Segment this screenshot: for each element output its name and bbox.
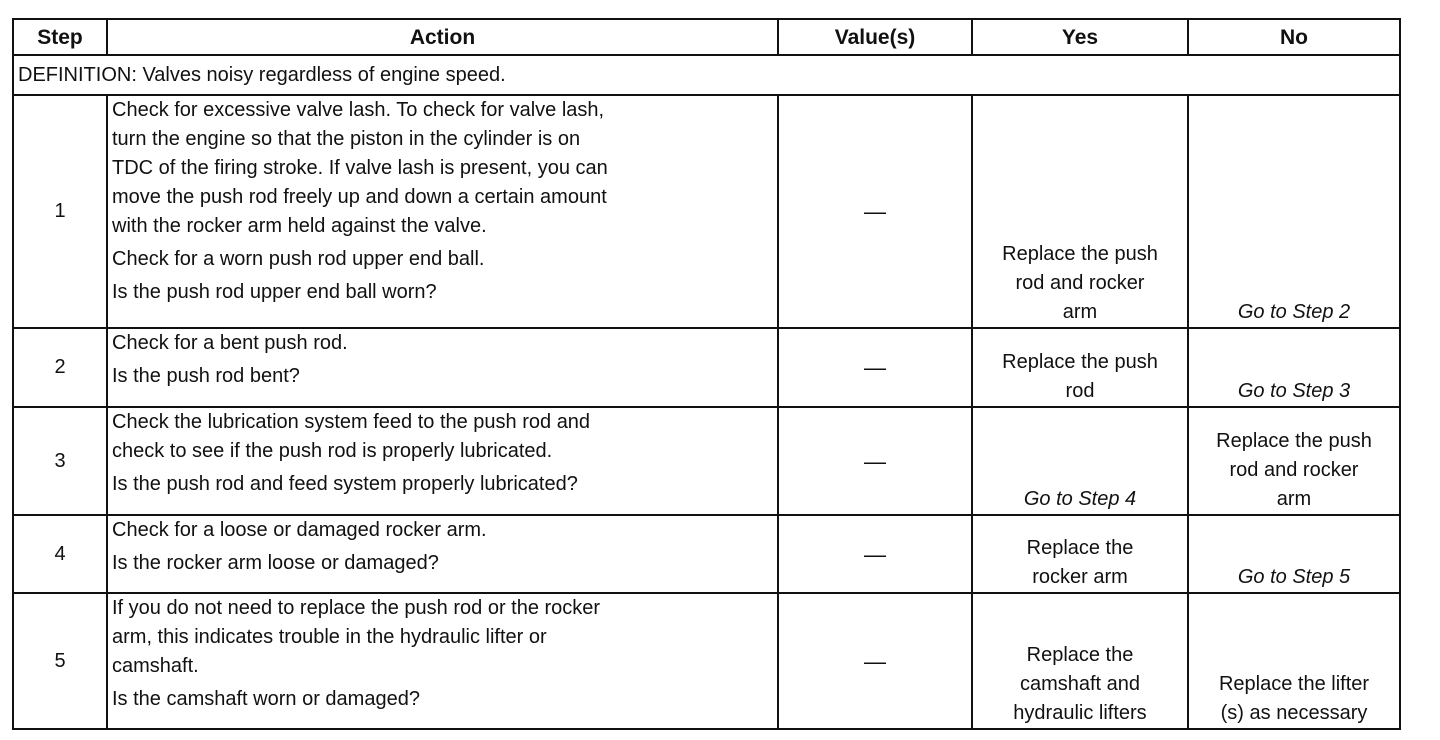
value-cell: — — [778, 593, 972, 729]
no-line: Go to Step 5 — [1237, 566, 1351, 588]
table-row — [13, 95, 1400, 328]
yes-line: Replace the — [1026, 644, 1134, 666]
action-line: turn the engine so that the piston in the cylinder is on — [112, 128, 581, 150]
yes-line: Go to Step 4 — [1023, 488, 1137, 510]
action-line: check to see if the push rod is properly lubricated. — [112, 440, 553, 462]
action-line: move the push rod freely up and down a certain amount — [112, 186, 607, 208]
no-cell — [1188, 95, 1400, 328]
step-number: 3 — [13, 407, 107, 515]
yes-cell — [972, 328, 1188, 407]
value-cell: — — [778, 515, 972, 593]
header-row — [13, 19, 1400, 55]
action-cell — [107, 407, 778, 515]
value-cell: — — [778, 328, 972, 407]
action-line: arm, this indicates trouble in the hydraulic lifter or — [112, 626, 547, 648]
header-action: Action — [107, 19, 778, 55]
action-line: Check for excessive valve lash. To check for valve lash, — [112, 99, 605, 121]
no-cell — [1188, 407, 1400, 515]
action-question: Is the camshaft worn or damaged? — [112, 688, 420, 710]
value-cell: — — [778, 407, 972, 515]
action-line: Check for a bent push rod. — [112, 332, 348, 354]
yes-line: Replace the push — [1002, 243, 1158, 265]
action-line: Check for a worn push rod upper end ball. — [112, 248, 485, 270]
yes-cell — [972, 515, 1188, 593]
yes-line: camshaft and — [1019, 673, 1141, 695]
no-cell — [1188, 515, 1400, 593]
yes-line: rod — [1065, 380, 1095, 402]
action-line: Check the lubrication system feed to the push rod and — [112, 411, 591, 433]
no-line: (s) as necessary — [1220, 702, 1368, 724]
no-line: Go to Step 3 — [1237, 380, 1351, 402]
value-cell: — — [778, 95, 972, 328]
table-row — [13, 328, 1400, 407]
yes-line: arm — [1062, 301, 1098, 323]
action-question: Is the push rod and feed system properly lubricated? — [112, 473, 578, 495]
yes-cell — [972, 407, 1188, 515]
table-row — [13, 593, 1400, 729]
yes-line: Replace the push — [1002, 351, 1158, 373]
header-step: Step — [13, 19, 107, 55]
table-row — [13, 515, 1400, 593]
action-cell — [107, 328, 778, 407]
diagnostic-table — [12, 18, 1401, 730]
yes-cell — [972, 95, 1188, 328]
no-cell — [1188, 593, 1400, 729]
no-line: Go to Step 2 — [1237, 301, 1351, 323]
yes-line: hydraulic lifters — [1013, 702, 1147, 724]
yes-line: rocker arm — [1032, 566, 1128, 588]
no-line: arm — [1276, 488, 1312, 510]
step-number: 1 — [13, 95, 107, 328]
action-line: Check for a loose or damaged rocker arm. — [112, 519, 487, 541]
action-cell — [107, 593, 778, 729]
no-line: Replace the lifter — [1218, 673, 1370, 695]
no-cell — [1188, 328, 1400, 407]
definition-row — [13, 55, 1400, 95]
definition-text: DEFINITION: Valves noisy regardless of engine speed. — [13, 55, 1400, 95]
action-question: Is the push rod upper end ball worn? — [112, 281, 437, 303]
header-no: No — [1188, 19, 1400, 55]
step-number: 2 — [13, 328, 107, 407]
yes-line: rod and rocker — [1015, 272, 1145, 294]
action-cell — [107, 95, 778, 328]
action-question: Is the push rod bent? — [112, 365, 300, 387]
action-line: TDC of the firing stroke. If valve lash is present, you can — [112, 157, 608, 179]
yes-line: Replace the — [1026, 537, 1134, 559]
header-yes: Yes — [972, 19, 1188, 55]
action-line: with the rocker arm held against the valve. — [112, 215, 487, 237]
action-cell — [107, 515, 778, 593]
table-row — [13, 407, 1400, 515]
action-line: If you do not need to replace the push rod or the rocker — [112, 597, 601, 619]
yes-cell — [972, 593, 1188, 729]
header-values: Value(s) — [778, 19, 972, 55]
step-number: 5 — [13, 593, 107, 729]
action-line: camshaft. — [112, 655, 199, 677]
no-line: rod and rocker — [1229, 459, 1359, 481]
step-number: 4 — [13, 515, 107, 593]
action-question: Is the rocker arm loose or damaged? — [112, 552, 439, 574]
no-line: Replace the push — [1216, 430, 1372, 452]
